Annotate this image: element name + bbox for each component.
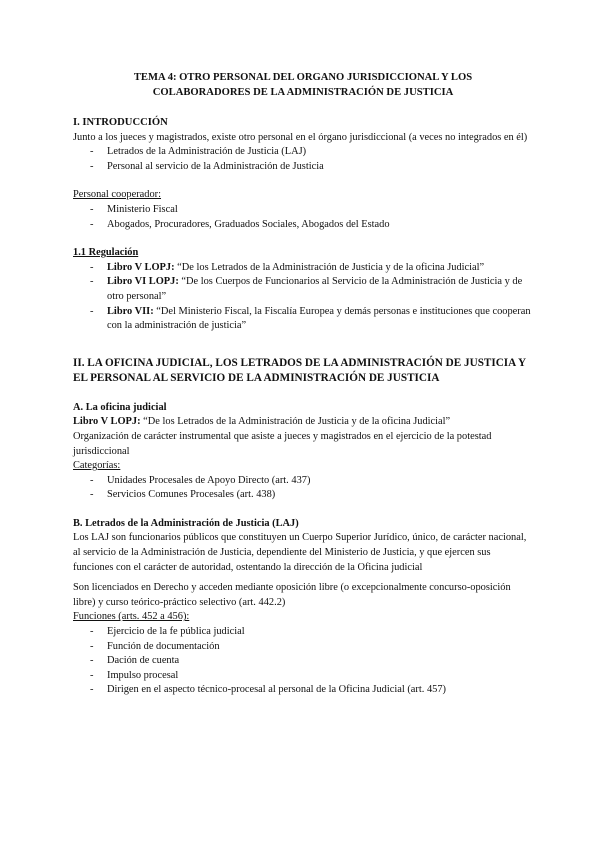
subsection-a-libro xyxy=(73,415,533,430)
list-item-bold: Libro V LOPJ: xyxy=(107,261,175,273)
list-item xyxy=(73,625,533,640)
dash-marker: - xyxy=(90,489,94,501)
dash-marker: - xyxy=(90,261,94,273)
dash-marker: - xyxy=(90,474,94,486)
dash-marker: - xyxy=(90,626,94,638)
categories-label: Categorías: xyxy=(73,460,121,472)
libro-text: “De los Letrados de la Administración de Justicia y de la oficina Judicial” xyxy=(140,416,451,428)
list-item xyxy=(73,261,533,276)
dash-marker: - xyxy=(90,218,94,230)
list-item-text: Ministerio Fiscal xyxy=(107,203,178,215)
list-item-text: Ejercicio de la fe pública judicial xyxy=(107,626,245,638)
list-item xyxy=(73,145,533,160)
title-line-1: TEMA 4: OTRO PERSONAL DEL ORGANO JURISDICCIONAL Y LOS xyxy=(133,72,473,83)
section-1-intro: Junto a los jueces y magistrados, existe otro personal en el órgano jurisdiccional (a veces no integrados en él) xyxy=(73,131,528,143)
list-item-text: Función de documentación xyxy=(107,640,220,652)
list-item xyxy=(73,275,533,304)
section-1-heading: I. INTRODUCCIÓN xyxy=(73,117,168,128)
list-item xyxy=(73,488,533,503)
list-item xyxy=(73,203,533,218)
list-item xyxy=(73,640,533,655)
section-1-list xyxy=(73,145,533,174)
subsection-a-heading: A. La oficina judicial xyxy=(73,401,167,413)
list-item-text: “Del Ministerio Fiscal, la Fiscalía Europea y demás personas e instituciones que cooperan con la administración de justicia” xyxy=(107,305,531,332)
list-item xyxy=(73,669,533,684)
list-item-bold: Libro VII: xyxy=(107,305,154,317)
list-item-text: Letrados de la Administración de Justicia (LAJ) xyxy=(107,146,307,158)
document-page xyxy=(73,70,533,698)
list-item xyxy=(73,305,533,334)
document-title xyxy=(73,70,533,100)
regulation-heading: 1.1 Regulación xyxy=(73,247,139,259)
list-item-text: “De los Letrados de la Administración de Justicia y de la oficina Judicial” xyxy=(174,261,485,273)
list-item-text: Personal al servicio de la Administración de Justicia xyxy=(107,160,324,172)
dash-marker: - xyxy=(90,669,94,681)
dash-marker: - xyxy=(90,655,94,667)
dash-marker: - xyxy=(90,640,94,652)
functions-list xyxy=(73,625,533,698)
categories-list xyxy=(73,474,533,503)
dash-marker: - xyxy=(90,146,94,158)
title-line-2: COLABORADORES DE LA ADMINISTRACIÓN DE JUSTICIA xyxy=(152,87,454,98)
list-item-bold: Libro VI LOPJ: xyxy=(107,276,179,288)
cooperator-label: Personal cooperador: xyxy=(73,189,162,201)
dash-marker: - xyxy=(90,276,94,288)
subsection-b-desc-1: Los LAJ son funcionarios públicos que constituyen un Cuerpo Superior Jurídico, único, de carácter nacional, al servicio de la Administración de Justicia, dependiente del Ministerio de Justicia, y que ejercen sus funciones con el carácter de autoridad, ostentando la dirección de la Oficina judicial xyxy=(73,532,527,573)
list-item-text: Abogados, Procuradores, Graduados Sociales, Abogados del Estado xyxy=(107,218,390,230)
list-item-text: Dación de cuenta xyxy=(107,655,180,667)
subsection-b-desc-2: Son licenciados en Derecho y acceden mediante oposición libre (o excepcionalmente concurso-oposición libre) y curso teórico-práctico selectivo (art. 442.2) xyxy=(73,582,511,608)
functions-label: Funciones (arts. 452 a 456): xyxy=(73,611,190,623)
list-item xyxy=(73,654,533,669)
subsection-b-heading: B. Letrados de la Administración de Justicia (LAJ) xyxy=(73,517,299,529)
cooperator-list xyxy=(73,203,533,232)
subsection-a-desc: Organización de carácter instrumental que asiste a jueces y magistrados en el ejercicio de la potestad jurisdiccional xyxy=(73,430,492,457)
dash-marker: - xyxy=(90,203,94,215)
list-item-text: Unidades Procesales de Apoyo Directo (art. 437) xyxy=(107,474,311,486)
libro-bold: Libro V LOPJ: xyxy=(73,416,141,428)
list-item-text: Servicios Comunes Procesales (art. 438) xyxy=(107,489,276,501)
list-item-text: Impulso procesal xyxy=(107,669,179,681)
dash-marker: - xyxy=(90,160,94,172)
list-item xyxy=(73,683,533,698)
list-item xyxy=(73,474,533,489)
dash-marker: - xyxy=(90,305,94,317)
list-item xyxy=(73,160,533,175)
list-item-text: Dirigen en el aspecto técnico-procesal al personal de la Oficina Judicial (art. 457) xyxy=(107,684,446,696)
list-item xyxy=(73,218,533,233)
list-item-text: “De los Cuerpos de Funcionarios al Servicio de la Administración de Justicia y de otro personal” xyxy=(107,276,523,302)
regulation-list xyxy=(73,261,533,334)
section-2-heading: II. LA OFICINA JUDICIAL, LOS LETRADOS DE LA ADMINISTRACIÓN DE JUSTICIA Y EL PERSONAL AL SERVICIO DE LA ADMINISTRACIÓN DE JUSTICIA xyxy=(73,356,526,385)
dash-marker: - xyxy=(90,684,94,696)
